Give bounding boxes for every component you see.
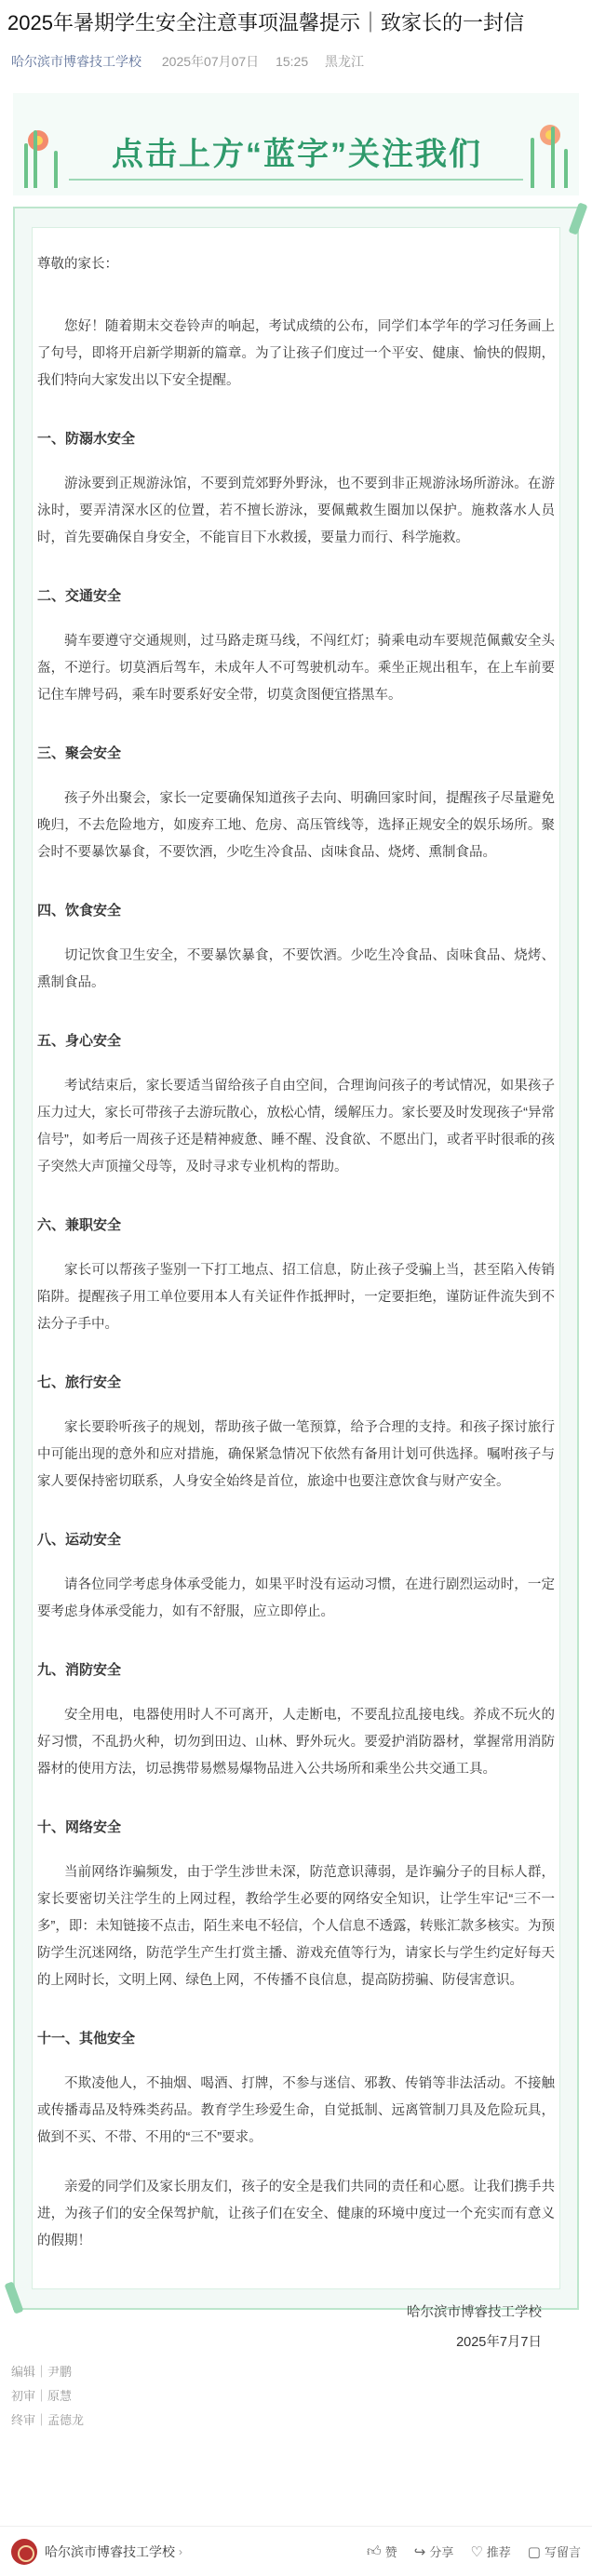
share-icon: ↪ xyxy=(413,2543,426,2560)
section-heading: 七、旅行安全 xyxy=(37,1375,122,1390)
like-label: 赞 xyxy=(384,2545,397,2559)
section-body: 家长要聆听孩子的规划，帮助孩子做一笔预算，给予合理的支持。和孩子探讨旅行中可能出现的意外和应对措施，确保紧急情况下依然有备用计划可供选择。嘱咐孩子与家人要保持密切联系，人身安全始终是首位，旅途中也要注意饮食与财产安全。 xyxy=(37,1420,555,1489)
section-body: 孩子外出聚会，家长一定要确保知道孩子去向、明确回家时间，提醒孩子尽量避免晚归，不去危险地方，如废弃工地、危房、高压管线等，选择正规安全的娱乐场所。聚会时不要暴饮暴食，不要饮酒，少吃生冷食品、卤味食品、烧烤、熏制食品。 xyxy=(37,791,555,860)
closing-paragraph: 亲爱的同学们及家长朋友们，孩子的安全是我们共同的责任和心愿。让我们携手共进，为孩子们的安全保驾护航，让孩子们在安全、健康的环境中度过一个充实而有意义的假期！ xyxy=(37,2180,555,2248)
section-heading: 四、饮食安全 xyxy=(37,903,122,919)
section-heading: 九、消防安全 xyxy=(37,1662,122,1678)
banner-divider xyxy=(69,179,523,181)
section-heading: 八、运动安全 xyxy=(37,1532,122,1548)
publish-date: 2025年07月07日 xyxy=(161,54,260,69)
letter-content xyxy=(37,251,555,2357)
banner-follow-text: 点击上方“蓝字”关注我们 xyxy=(112,137,482,172)
action-group xyxy=(367,2542,581,2560)
grass-decoration xyxy=(551,127,555,188)
comment-label: 写留言 xyxy=(544,2545,581,2559)
share-button[interactable] xyxy=(414,2542,454,2560)
credit-final: 终审｜孟德龙 xyxy=(11,2413,85,2427)
follow-banner xyxy=(13,93,579,195)
bottom-account-name[interactable]: 哈尔滨市博睿技工学校 xyxy=(45,2543,175,2559)
credit-editor: 编辑｜尹鹏 xyxy=(11,2365,73,2379)
corner-decoration xyxy=(568,202,587,235)
section-body: 骑车要遵守交通规则，过马路走斑马线，不闯红灯；骑乘电动车要规范佩戴安全头盔，不逆行。切莫酒后驾车，未成年人不可驾驶机动车。乘坐正规出租车，在上车前要记住车牌号码，乘车时要系好安全带，切莫贪图便宜搭黑车。 xyxy=(37,634,555,703)
intro-paragraph: 您好！随着期末交卷铃声的响起，考试成绩的公布，同学们本学年的学习任务画上了句号，即将开启新学期新的篇章。为了让孩子们度过一个平安、健康、愉快的假期，我们特向大家发出以下安全提醒。 xyxy=(37,319,555,388)
section-body: 切记饮食卫生安全，不要暴饮暴食，不要饮酒。少吃生冷食品、卤味食品、烧烤、熏制食品。 xyxy=(37,948,555,990)
publish-time: 15:25 xyxy=(276,54,309,69)
section-heading: 一、防溺水安全 xyxy=(37,431,136,447)
chevron-right-icon[interactable]: › xyxy=(179,2544,182,2558)
share-label: 分享 xyxy=(429,2545,454,2559)
grass-decoration xyxy=(54,151,58,188)
signature-date: 2025年7月7日 xyxy=(456,2335,542,2350)
section-body: 考试结束后，家长要适当留给孩子自由空间，合理询问孩子的考试情况，如果孩子压力过大，家长可带孩子去游玩散心，放松心情，缓解压力。家长要及时发现孩子“异常信号”，如考后一周孩子还是精神疲惫、睡不醒、没食欲、不愿出门，或者平时很乖的孩子突然大声顶撞父母等，及时寻求专业机构的帮助。 xyxy=(37,1079,555,1174)
signature-block xyxy=(37,2298,555,2357)
section-body: 请各位同学考虑身体承受能力，如果平时没有运动习惯，在进行剧烈运动时，一定要考虑身体承受能力，如有不舒服，应立即停止。 xyxy=(37,1577,555,1619)
account-link[interactable]: 哈尔滨市博睿技工学校 xyxy=(11,54,141,69)
bottom-bar xyxy=(0,2526,592,2576)
grass-decoration xyxy=(24,143,28,188)
section-body: 安全用电，电器使用时人不可离开，人走断电，不要乱拉乱接电线。养成不玩火的好习惯，不乱扔火种，切勿到田边、山林、野外玩火。要爱护消防器材，掌握常用消防器材的使用方法，切忌携带易燃易爆物品进入公共场所和乘坐公共交通工具。 xyxy=(37,1708,555,1777)
flower-icon xyxy=(28,130,48,151)
publish-location: 黑龙江 xyxy=(325,54,365,69)
flower-icon xyxy=(540,125,560,145)
salutation: 尊敬的家长： xyxy=(37,257,118,272)
comment-button[interactable] xyxy=(528,2542,581,2560)
section-heading: 五、身心安全 xyxy=(37,1033,122,1049)
section-heading: 十、网络安全 xyxy=(37,1819,122,1835)
article-title: 2025年暑期学生安全注意事项温馨提示｜致家长的一封信 xyxy=(7,11,524,34)
section-heading: 二、交通安全 xyxy=(37,588,122,604)
thumbs-up-icon: 👍︎ xyxy=(367,2542,382,2559)
section-body: 当前网络诈骗频发，由于学生涉世未深，防范意识薄弱，是诈骗分子的目标人群，家长要密切关注学生的上网过程，教给学生必要的网络安全知识，让学生牢记“三不一多”，即：未知链接不点击，陌生来电不轻信，个人信息不透露，转账汇款多核实。为预防学生沉迷网络，防范学生产生打赏主播、游戏充值等行为，请家长与学生约定好每天的上网时长，文明上网、绿色上网，不传播不良信息，提高防捞骗、防侵害意识。 xyxy=(37,1865,555,1988)
section-body: 不欺凌他人，不抽烟、喝酒、打牌，不参与迷信、邪教、传销等非法活动。不接触或传播毒品及特殊类药品。教育学生珍爱生命，自觉抵制、远离管制刀具及危险玩具，做到不买、不带、不用的“三不”要求。 xyxy=(37,2076,555,2145)
credits xyxy=(11,2360,84,2433)
section-heading: 三、聚会安全 xyxy=(37,745,122,761)
recommend-button[interactable] xyxy=(470,2542,510,2560)
heart-icon: ♡ xyxy=(470,2543,483,2560)
signature: 哈尔滨市博睿技工学校 xyxy=(407,2305,542,2320)
grass-decoration xyxy=(531,138,534,188)
account-avatar[interactable] xyxy=(11,2539,37,2565)
corner-decoration xyxy=(4,2281,23,2314)
grass-decoration xyxy=(564,149,568,188)
section-heading: 六、兼职安全 xyxy=(37,1217,122,1233)
section-body: 游泳要到正规游泳馆，不要到荒郊野外野泳，也不要到非正规游泳场所游泳。在游泳时，要弄清深水区的位置，若不擅长游泳，要佩戴救生圈加以保护。施救落水人员时，首先要确保自身安全，不能盲目下水救援，要量力而行、科学施救。 xyxy=(37,476,555,545)
article-meta xyxy=(11,52,364,71)
like-button[interactable] xyxy=(367,2542,397,2560)
section-heading: 十一、其他安全 xyxy=(37,2031,136,2046)
credit-proof: 初审｜原慧 xyxy=(11,2389,73,2403)
section-body: 家长可以帮孩子鉴别一下打工地点、招工信息，防止孩子受骗上当，甚至陷入传销陷阱。提醒孩子用工单位要用本人有关证件作抵押时，一定要拒绝，谨防证件流失到不法分子手中。 xyxy=(37,1263,555,1332)
recommend-label: 推荐 xyxy=(486,2545,511,2559)
grass-decoration xyxy=(34,130,37,188)
comment-icon: ▢ xyxy=(527,2543,541,2560)
